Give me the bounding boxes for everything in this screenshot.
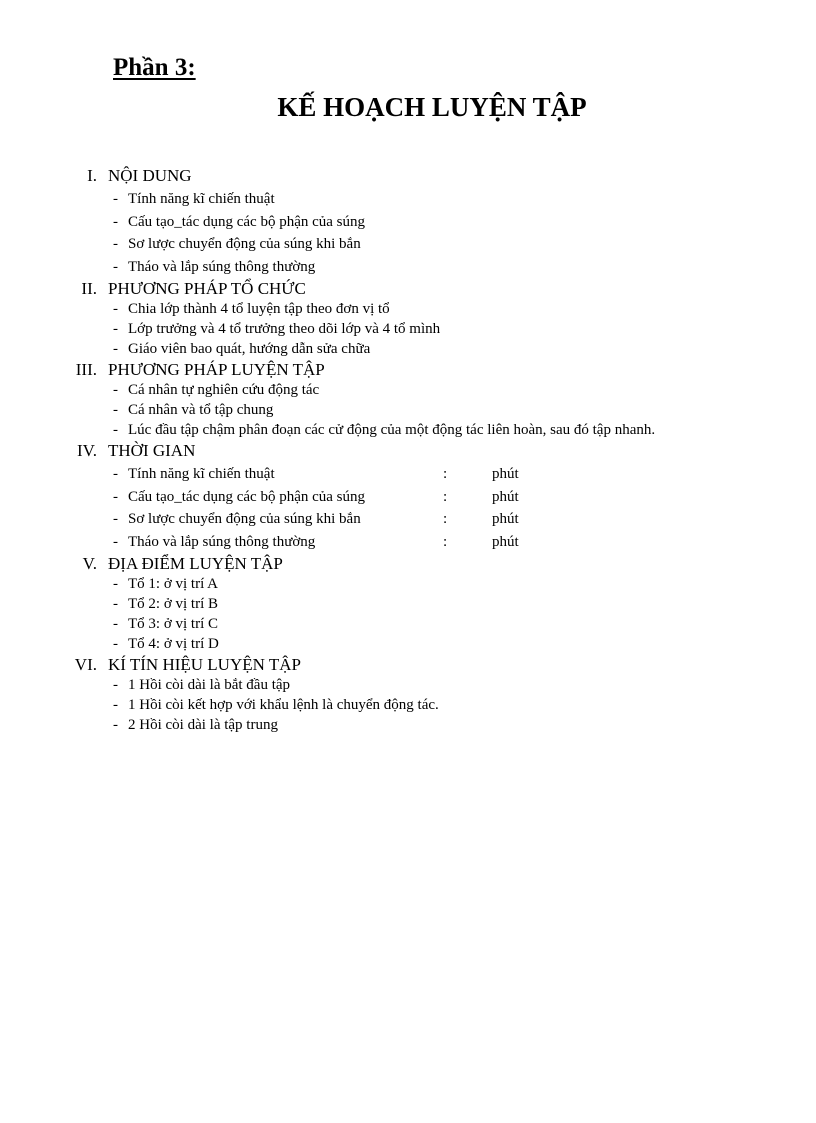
section-number: III. [75, 360, 97, 379]
section-heading [0, 165, 816, 186]
time-row: - Cấu tạo_tác dụng các bộ phận của súng : phút [113, 488, 519, 505]
section-number: VI. [74, 655, 97, 674]
list-item: - Cá nhân và tổ tập chung [113, 402, 274, 418]
list-item: - 1 Hồi còi dài là bắt đầu tập [113, 677, 291, 693]
section-number: II. [81, 279, 97, 298]
section-heading [0, 278, 816, 299]
sections [0, 165, 816, 735]
list-item: - Tổ 3: ở vị trí C [113, 616, 219, 632]
section-heading [0, 359, 816, 380]
section-number: I. [87, 166, 97, 185]
section-title: THỜI GIAN [108, 441, 196, 460]
list-item: - Cá nhân tự nghiên cứu động tác [113, 382, 320, 398]
list-item: - Sơ lược chuyển động của súng khi bắn [113, 236, 361, 252]
section-number: V. [82, 554, 97, 573]
list-item: - 1 Hồi còi kết hợp với khẩu lệnh là chuyển động tác. [113, 697, 439, 713]
list-item: - Chia lớp thành 4 tổ luyện tập theo đơn vị tổ [113, 301, 390, 317]
list-item: - 2 Hồi còi dài là tập trung [113, 717, 278, 733]
list-item: - Lúc đầu tập chậm phân đoạn các cử động của một động tác liên hoàn, sau đó tập nhanh. [113, 422, 656, 438]
section-heading [0, 440, 816, 461]
section-title: ĐỊA ĐIỂM LUYỆN TẬP [108, 554, 283, 573]
section-heading [0, 553, 816, 574]
part-label: Phần 3: [113, 54, 196, 81]
section-number: IV. [77, 441, 97, 460]
section-title: PHƯƠNG PHÁP TỔ CHỨC [108, 279, 306, 298]
time-row: - Tính năng kĩ chiến thuật : phút [113, 466, 519, 482]
list-item: - Tháo và lắp súng thông thường [113, 258, 316, 275]
list-item: - Tổ 1: ở vị trí A [113, 576, 219, 592]
list-item: - Cấu tạo_tác dụng các bộ phận của súng [113, 213, 366, 230]
list-item: - Tổ 2: ở vị trí B [113, 596, 219, 612]
section-title: KÍ TÍN HIỆU LUYỆN TẬP [108, 655, 301, 674]
section-heading [0, 654, 816, 675]
time-row: - Tháo và lắp súng thông thường : phút [113, 533, 519, 550]
section-title: PHƯƠNG PHÁP LUYỆN TẬP [108, 360, 325, 379]
time-row: - Sơ lược chuyển động của súng khi bắn : phút [113, 511, 519, 527]
list-item: - Tính năng kĩ chiến thuật [113, 191, 275, 207]
page-title: KẾ HOẠCH LUYỆN TẬP [277, 92, 587, 122]
list-item: - Lớp trưởng và 4 tổ trưởng theo dõi lớp và 4 tổ mình [113, 321, 441, 337]
list-item: - Giáo viên bao quát, hướng dẫn sửa chữa [113, 341, 371, 357]
section-title: NỘI DUNG [108, 166, 192, 185]
list-item: - Tổ 4: ở vị trí D [113, 636, 219, 652]
